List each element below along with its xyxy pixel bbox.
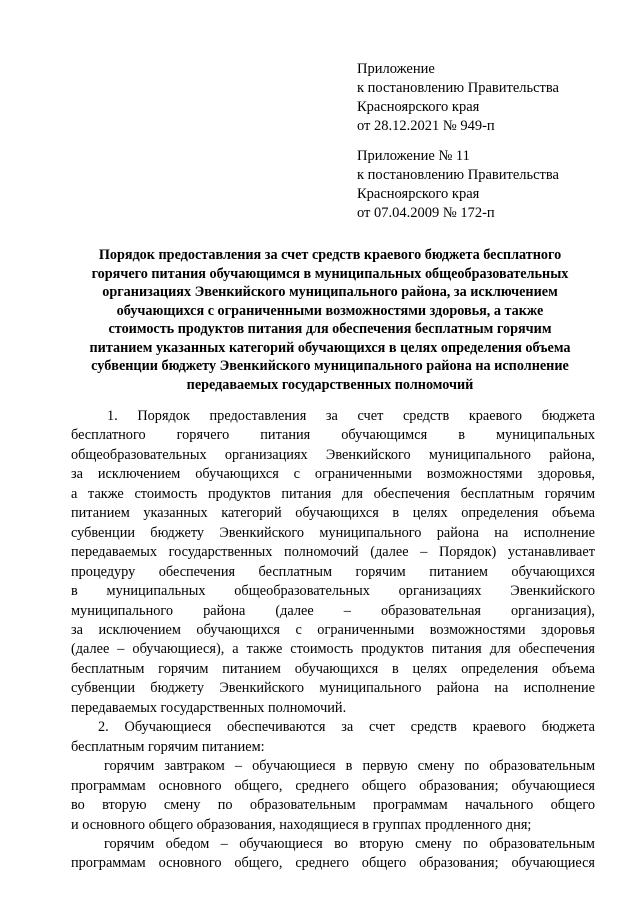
text-line: бесплатным горячим питанием:	[71, 738, 265, 755]
text-line: субвенции бюджету Эвенкийского муниципального района на исполнение	[71, 680, 595, 697]
title-line: питанием указанных категорий обучающихся в целях определения объема	[89, 339, 571, 356]
text-line: общеобразовательных организациях Эвенкийского муниципального района,	[71, 446, 595, 463]
title-line: Порядок предоставления за счет средств краевого бюджета бесплатного	[98, 247, 562, 263]
annex-original-block	[357, 147, 617, 223]
title-line: организациях Эвенкийского муниципального района, за исключением	[102, 284, 558, 300]
text-line: и основного общего образования, находящиеся в группах продленного дня;	[71, 816, 532, 833]
text-line: в муниципальных общеобразовательных организациях Эвенкийского	[71, 583, 595, 600]
text-line: передаваемых государственных полномочий (далее – Порядок) устанавливает	[71, 544, 595, 561]
annex-line: Приложение	[357, 61, 435, 77]
title-line: горячего питания обучающимся в муниципальных общеобразовательных	[91, 265, 569, 282]
text-line: во вторую смену по образовательным программам начального общего	[71, 797, 595, 814]
text-line: бесплатного горячего питания обучающимся в муниципальных	[71, 427, 595, 444]
paragraph-2	[71, 718, 595, 757]
text-line: бесплатным горячим питанием обучающихся в целях определения объема	[71, 660, 595, 677]
text-line: за исключением обучающихся с ограниченными возможностями здоровья,	[71, 466, 595, 483]
text-line: питанием указанных категорий обучающихся в целях определения объема	[71, 505, 595, 522]
annex-current-block	[357, 60, 617, 136]
text-line: 1. Порядок предоставления за счет средств краевого бюджета	[107, 408, 595, 424]
text-line: программам основного общего, среднего общего образования; обучающиеся	[71, 777, 595, 794]
paragraph-breakfast	[71, 757, 595, 835]
text-line: процедуру обеспечения бесплатным горячим питанием обучающихся	[71, 563, 595, 580]
text-line: за исключением обучающихся с ограниченными возможностями здоровья	[71, 621, 595, 638]
text-line: горячим обедом – обучающиеся во вторую смену по образовательным	[104, 835, 595, 852]
text-line: а также стоимость продуктов питания для обеспечения бесплатным горячим	[71, 485, 595, 502]
text-line: субвенции бюджету Эвенкийского муниципального района на исполнение	[71, 524, 595, 541]
annex-line: к постановлению Правительства	[357, 80, 559, 96]
annex-line: Красноярского края	[357, 186, 480, 202]
text-line: передаваемых государственных полномочий.	[71, 699, 347, 716]
document-body	[71, 407, 595, 874]
document-title	[60, 246, 600, 394]
text-line: (далее – обучающиеся), а также стоимость продуктов питания для обеспечения	[71, 641, 595, 658]
title-line: обучающихся с ограниченными возможностями здоровья, а также	[116, 302, 544, 319]
annex-line: Красноярского края	[357, 99, 480, 115]
paragraph-1	[71, 407, 595, 718]
title-line: субвенции бюджету Эвенкийского муниципального района на исполнение	[91, 358, 569, 374]
annex-line: от 28.12.2021 № 949-п	[357, 118, 495, 134]
text-line: программам основного общего, среднего общего образования; обучающиеся	[71, 855, 595, 872]
annex-line: Приложение № 11	[357, 148, 470, 164]
text-line: горячим завтраком – обучающиеся в первую смену по образовательным	[104, 758, 595, 775]
annex-line: от 07.04.2009 № 172-п	[357, 205, 495, 221]
annex-line: к постановлению Правительства	[357, 167, 559, 183]
text-line: муниципального района (далее – образовательная организация),	[71, 602, 595, 619]
text-line: 2. Обучающиеся обеспечиваются за счет средств краевого бюджета	[98, 719, 595, 736]
title-line: стоимость продуктов питания для обеспечения бесплатным горячим	[108, 321, 552, 337]
paragraph-lunch	[71, 835, 595, 874]
title-line: передаваемых государственных полномочий	[186, 376, 474, 393]
